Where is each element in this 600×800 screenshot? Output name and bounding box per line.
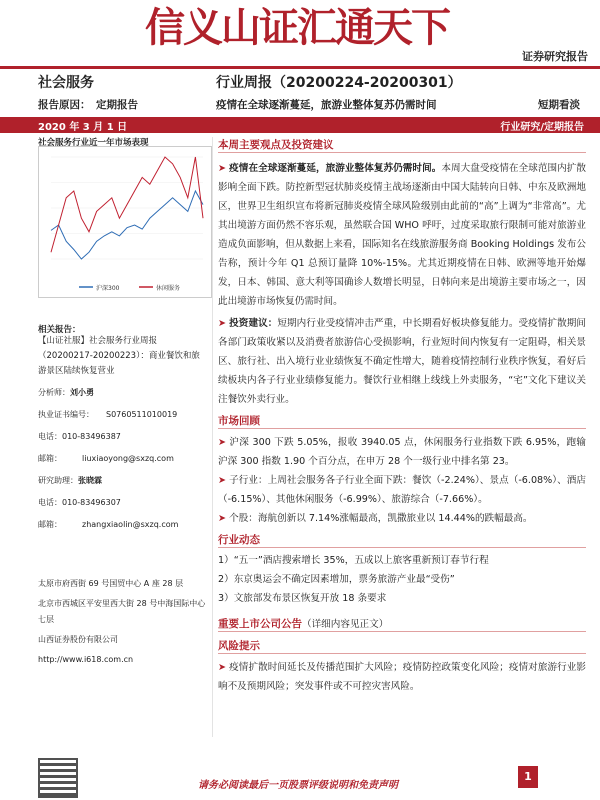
report-title: 行业周报（20200224-20200301） bbox=[216, 75, 462, 91]
report-date: 2020 年 3 月 1 日 bbox=[38, 122, 128, 133]
paragraph: ➤ 个股：海航创新以 7.14%涨幅最高，凯撒旅业以 14.44%的跌幅最高。 bbox=[218, 513, 533, 524]
list-item: 3）文旅部发布景区恢复开放 18 条要求 bbox=[218, 593, 387, 604]
market-chart bbox=[38, 146, 212, 298]
analyst-row[interactable]: 邮箱： zhangxiaolin@sxzq.com bbox=[38, 520, 179, 529]
report-tagline: 证券研究报告 bbox=[522, 50, 588, 63]
sector-name: 社会服务 bbox=[38, 75, 94, 91]
section-rule bbox=[218, 653, 586, 654]
paragraph: ➤ 子行业：上周社会服务各子行业全面下跌：餐饮（-2.24%）、景点（-6.08%）、酒店（-6.15%）、其他休闲服务（-6.99%）、旅游综合（-7.66%）。 bbox=[218, 475, 586, 505]
reason-value: 定期报告 bbox=[96, 99, 138, 111]
company-address: 太原市府西街 69 号国贸中心 A 座 28 层 北京市西城区平安里西大街 28 号中海国际中心七层 山西证券股份有限公司 http://www.i618.com.cn bbox=[38, 576, 208, 668]
paragraph: ➤ 疫情在全球逐渐蔓延，旅游业整体复苏仍需时间。本周大盘受疫情在全球范围内扩散影响全面下跌。防控新型冠状肺炎疫情主战场逐渐由中国大陆转向日韩、中东及欧洲地区，世界卫生组织宣布将新冠肺炎疫情全球风险级别由此前的“高”上调为“非常高”。尤其出境游方面仍然不容乐观，虽然联合国 WHO 呼吁，过度采取旅行限制可能对旅游业造成负面影响，但从数据上来看，国际知名在线旅游服务商 Booking Holdings 发布公告称，预计今年 Q1 总预订量降 10%-15%。尤其近期疫情在日韩、欧洲等地开始爆发，日本、韩国、意大利等国确诊人数增长明显，日韩向来是出境游主要市场之一，因此出境游市场恢复仍需时间。 bbox=[218, 163, 587, 307]
report-type: 行业研究/定期报告 bbox=[500, 122, 584, 133]
series-line-0 bbox=[51, 191, 203, 259]
arrow-icon: ➤ bbox=[218, 437, 227, 448]
related-title: 相关报告： bbox=[38, 325, 81, 335]
section-rule bbox=[218, 428, 586, 429]
arrow-icon: ➤ bbox=[218, 475, 227, 486]
legend-label: 沪深300 bbox=[96, 285, 120, 292]
analyst-row: 分析师：刘小勇 bbox=[38, 388, 94, 397]
analyst-row: 电话：010-83496387 bbox=[38, 432, 121, 441]
section-title: 风险提示 bbox=[218, 640, 260, 652]
main-content bbox=[218, 137, 586, 696]
header-divider bbox=[0, 66, 600, 69]
paragraph: ➤ 沪深 300 下跌 5.05%，报收 3940.05 点，休闲服务行业指数下跌 6.95%，跑输沪深 300 指数 1.90 个百分点，在申万 28 个一级行业中排名第 23。 bbox=[218, 437, 586, 467]
section-title: 本周主要观点及投资建议 bbox=[218, 139, 334, 151]
arrow-icon: ➤ bbox=[218, 513, 227, 524]
disclaimer-note: 请务必阅读最后一页股票评级说明和免责声明 bbox=[198, 780, 398, 791]
column-divider bbox=[212, 137, 213, 737]
paragraph: ➤ 疫情扩散时间延长及传播范围扩大风险；疫情防控政策变化风险；疫情对旅游行业影响不及预期风险；突发事件或不可控灾害风险。 bbox=[218, 662, 586, 692]
analyst-row[interactable]: 邮箱： liuxiaoyong@sxzq.com bbox=[38, 454, 174, 463]
arrow-icon: ➤ bbox=[218, 163, 227, 174]
related-report: 【山证社服】社会服务行业周报（20200217-20200223）：商业餐饮和旅游景区陆续恢复营业 bbox=[38, 336, 200, 376]
reason-label: 报告原因： bbox=[38, 99, 91, 111]
list-item: 1）“五一”酒店搜索增长 35%，五成以上旅客重新预订春节行程 bbox=[218, 555, 489, 566]
section-title: 行业动态 bbox=[218, 534, 260, 546]
analyst-row: 电话：010-83496307 bbox=[38, 498, 121, 507]
arrow-icon: ➤ bbox=[218, 662, 227, 673]
section-rule bbox=[218, 631, 586, 632]
arrow-icon: ➤ bbox=[218, 318, 227, 329]
chart-svg bbox=[39, 147, 211, 297]
list-item: 2）东京奥运会不确定因素增加，票务旅游产业最“受伤” bbox=[218, 574, 455, 585]
analyst-row: 执业证书编号： S0760511010019 bbox=[38, 410, 178, 419]
website-link[interactable]: http://www.i618.com.cn bbox=[38, 655, 134, 664]
rating-badge: 短期看淡 bbox=[538, 99, 580, 111]
section-title: 市场回顾 bbox=[218, 415, 260, 427]
brand-logo: 信义山证汇通天下 bbox=[145, 4, 449, 51]
chart-title: 社会服务行业近一年市场表现 bbox=[38, 138, 149, 148]
qr-code bbox=[38, 758, 78, 798]
analyst-row: 研究助理：张晓霖 bbox=[38, 476, 102, 485]
section-rule bbox=[218, 547, 586, 548]
page-number: 1 bbox=[518, 766, 538, 788]
legend-label: 休闲服务 bbox=[156, 285, 181, 292]
section-rule bbox=[218, 152, 586, 153]
report-headline: 疫情在全球逐渐蔓延，旅游业整体复苏仍需时间 bbox=[216, 99, 437, 111]
paragraph: ➤ 投资建议：短期内行业受疫情冲击严重，中长期看好板块修复能力。受疫情扩散期间各部门政策收紧以及消费者旅游信心受损影响，行业短时间内恢复有一定阻碍，相关景区、旅行社、出入境行业业绩恢复不确定性增大，随着疫情控制行业秩序恢复，看好后续板块内各子行业业绩修复能力。餐饮行业相继上线线上外卖服务，“宅”文化下建议关注餐饮外卖行业。 bbox=[218, 318, 586, 405]
date-bar bbox=[0, 117, 600, 133]
section-title-row: 重要上市公司公告（详细内容见正文） bbox=[218, 618, 389, 630]
analyst-list bbox=[38, 382, 208, 536]
